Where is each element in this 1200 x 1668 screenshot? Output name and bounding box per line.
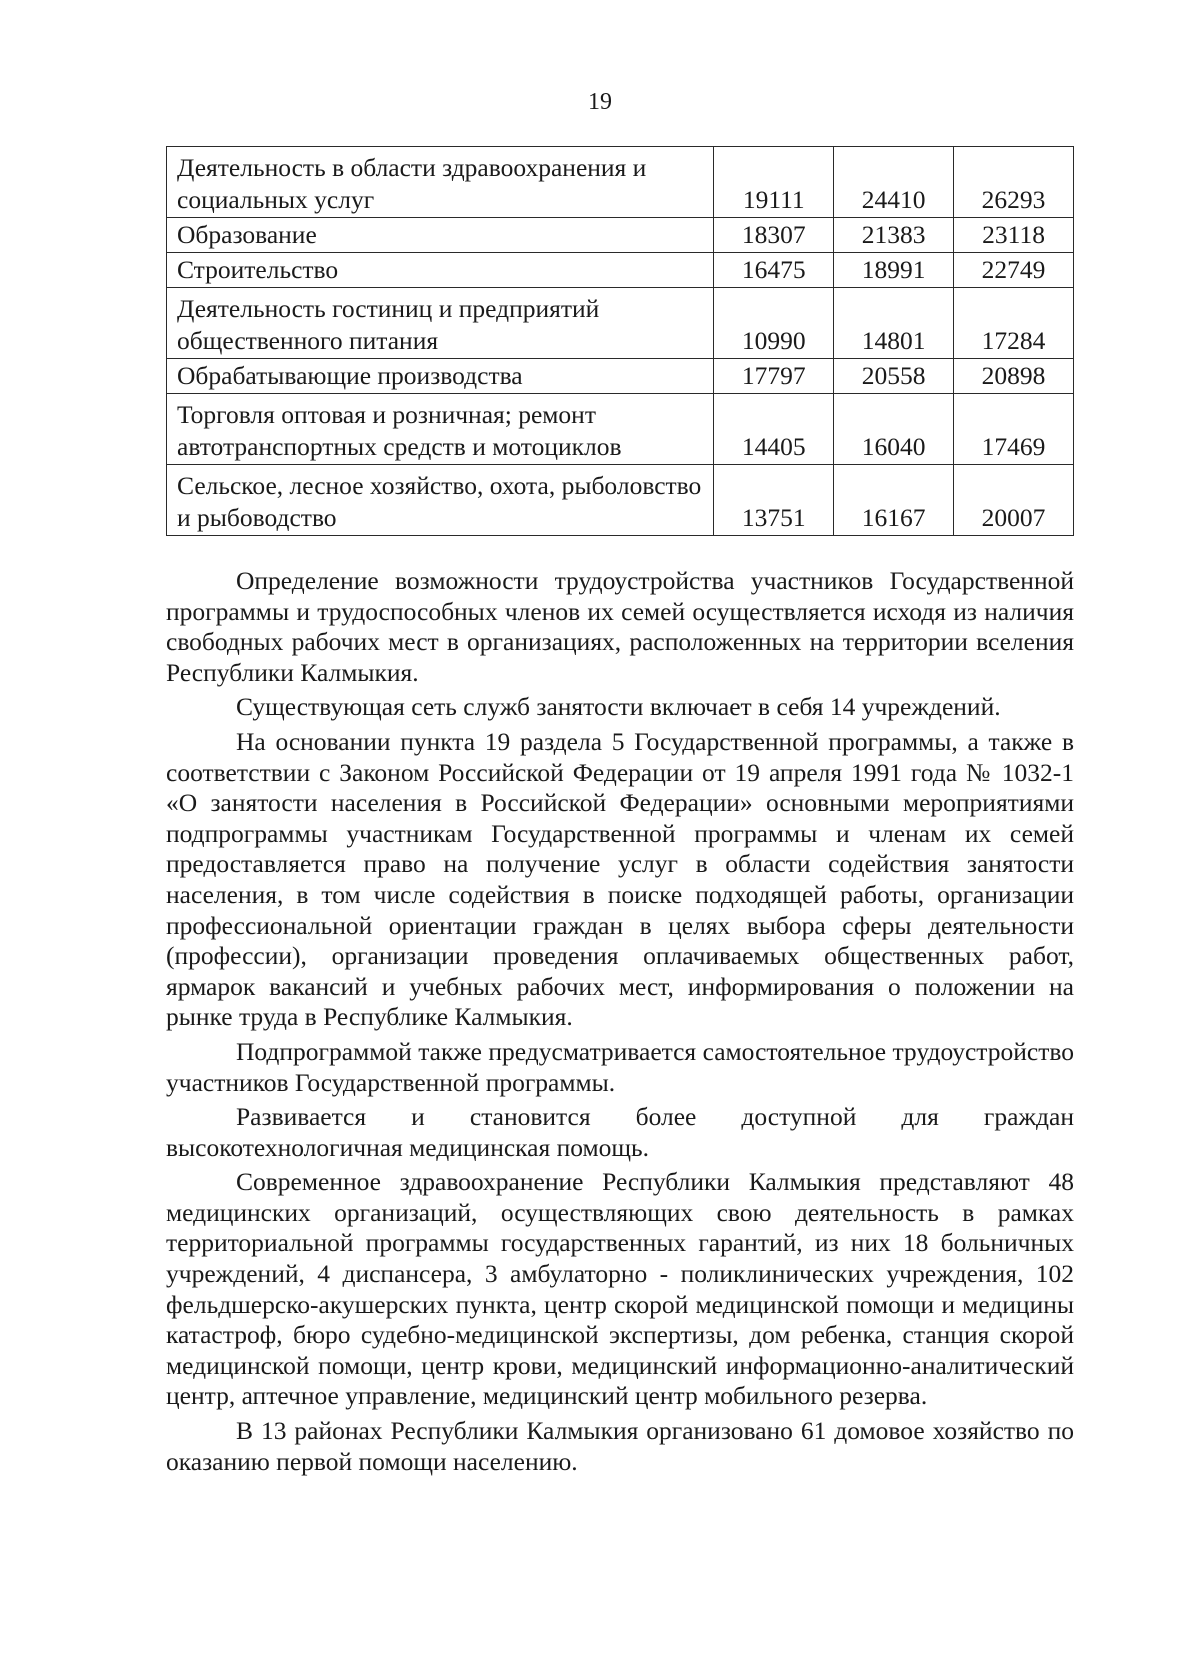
table-cell-value: 17797 [714, 359, 834, 394]
paragraph: Развивается и становится более доступной для граждан высокотехнологичная медицинская помощь. [166, 1102, 1074, 1162]
table-cell-value: 16167 [834, 465, 954, 536]
table-cell-value: 21383 [834, 218, 954, 253]
table-cell-value: 18991 [834, 253, 954, 288]
table-row-label: Сельское, лесное хозяйство, охота, рыболовство и рыбоводство [167, 465, 714, 536]
table-row [167, 394, 1074, 465]
table-row-label: Обрабатывающие производства [167, 359, 714, 394]
table-cell-value: 26293 [954, 147, 1074, 218]
table-row-label: Торговля оптовая и розничная; ремонт автотранспортных средств и мотоциклов [167, 394, 714, 465]
table-cell-value: 20898 [954, 359, 1074, 394]
body-text [166, 566, 1074, 1481]
table-cell-value: 14405 [714, 394, 834, 465]
table-row [167, 465, 1074, 536]
table-row [167, 288, 1074, 359]
table-row-label: Образование [167, 218, 714, 253]
table-cell-value: 20007 [954, 465, 1074, 536]
table-cell-value: 22749 [954, 253, 1074, 288]
table-cell-value: 14801 [834, 288, 954, 359]
table-cell-value: 19111 [714, 147, 834, 218]
table-row [167, 359, 1074, 394]
table-row [167, 147, 1074, 218]
table-row [167, 253, 1074, 288]
table-cell-value: 10990 [714, 288, 834, 359]
table-cell-value: 16475 [714, 253, 834, 288]
table-cell-value: 16040 [834, 394, 954, 465]
table-cell-value: 24410 [834, 147, 954, 218]
table-cell-value: 18307 [714, 218, 834, 253]
paragraph: В 13 районах Республики Калмыкия организовано 61 домовое хозяйство по оказанию первой помощи населению. [166, 1416, 1074, 1476]
table-row-label: Строительство [167, 253, 714, 288]
paragraph: Определение возможности трудоустройства участников Государственной программы и трудоспособных членов их семей осуществляется исходя из наличия свободных рабочих мест в организациях, расположенных на территории вселения Республики Калмыкия. [166, 566, 1074, 687]
paragraph: Подпрограммой также предусматривается самостоятельное трудоустройство участников Государственной программы. [166, 1036, 1074, 1097]
table-cell-value: 17469 [954, 394, 1074, 465]
paragraph: На основании пункта 19 раздела 5 Государственной программы, а также в соответствии с Законом Российской Федерации от 19 апреля 1991 года № 1032-1 «О занятости населения в Российской Федерации» основными мероприятиями подпрограммы участникам Государственной программы и членам их семей предоставляется право на получение услуг в области содействия занятости населения, в том числе содействия в поиске подходящей работы, организации профессиональной ориентации граждан в целях выбора сферы деятельности (профессии), организации проведения оплачиваемых общественных работ, ярмарок вакансий и учебных рабочих мест, информирования о положении на рынке труда в Республике Калмыкия. [166, 726, 1074, 1032]
table-row-label: Деятельность в области здравоохранения и социальных услуг [167, 147, 714, 218]
table-cell-value: 17284 [954, 288, 1074, 359]
paragraph: Современное здравоохранение Республики Калмыкия представляют 48 медицинских организаций, осуществляющих свою деятельность в рамках территориальной программы государственных гарантий, из них 18 больничных учреждений, 4 диспансера, 3 амбулаторно - поликлинических учреждения, 102 фельдшерско-акушерских пункта, центр скорой медицинской помощи и медицины катастроф, бюро судебно-медицинской экспертизы, дом ребенка, станция скорой медицинской помощи, центр крови, медицинский информационно-аналитический центр, аптечное управление, медицинский центр мобильного резерва. [166, 1167, 1074, 1411]
table-row-label: Деятельность гостиниц и предприятий общественного питания [167, 288, 714, 359]
paragraph: Существующая сеть служб занятости включает в себя 14 учреждений. [236, 692, 1001, 722]
page-number: 19 [588, 89, 612, 115]
salary-table [166, 146, 1074, 536]
table-cell-value: 23118 [954, 218, 1074, 253]
table-row [167, 218, 1074, 253]
table-cell-value: 13751 [714, 465, 834, 536]
table-cell-value: 20558 [834, 359, 954, 394]
